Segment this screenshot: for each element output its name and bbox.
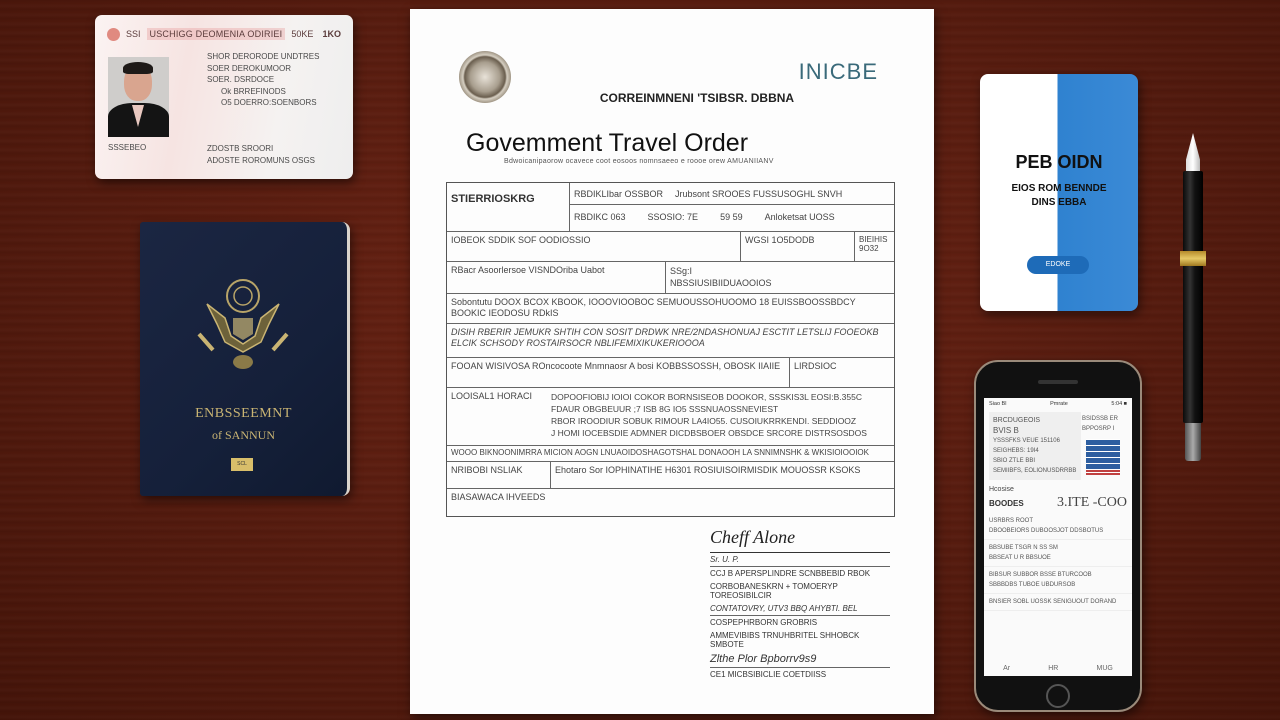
form-field[interactable]: IOBEOK SDDIK SOF OODIOSSIO <box>451 235 591 245</box>
id-photo <box>108 57 169 137</box>
id-bottom-line: ZDOSTB SROORI <box>207 144 274 153</box>
status-bar <box>984 398 1132 410</box>
document-title: Govemment Travel Order <box>466 129 749 157</box>
list-item-title: BNSIER SOBL UOSSK SENIGUOUT DORAND <box>989 599 1117 605</box>
panel-line: BVIS B <box>993 426 1019 435</box>
itinerary-item[interactable]: FDAUR OBGBEUUR ;7 ISB 8G IO5 SSSNUAOSSNEVIEST <box>551 404 779 414</box>
blue-card <box>980 74 1138 311</box>
list-item-sub: DBOOBEIORS DUBOOSJOT DDSBOTUS <box>989 528 1104 534</box>
id-line: O5 DOERRO:SOENBORS <box>221 98 317 107</box>
form-row-9 <box>447 461 894 488</box>
signature-block <box>710 527 890 681</box>
id-seal-icon <box>107 28 120 41</box>
form-row-4 <box>447 293 894 323</box>
passport-chip-icon: SCL <box>231 458 253 471</box>
id-header-title: USCHIGG DEOMENIA ODIRIEI <box>147 28 286 40</box>
form-field[interactable]: WOOO BIKNOONIMRRA MICION AOGN LNUAOIDOSHAGOTSHAL DONAOOH LA SNNIMNSHK & WKISIOIOOIOK <box>451 448 869 457</box>
second-signature[interactable]: Zlthe Plor Bpborrv9s9 <box>710 651 890 668</box>
form-field[interactable]: SSg:I <box>670 266 693 276</box>
id-header-code: 1KO <box>322 29 341 39</box>
amount-value: 3.ITE -COO <box>1057 495 1127 510</box>
passport-title: ENBSSEEMNT <box>195 406 292 421</box>
list-item-title: BBSUBE TSGR N SS SM <box>989 545 1058 551</box>
form-field[interactable]: WGSI 1O5DODB <box>740 232 854 261</box>
side-line: BSIDSSB ER <box>1082 416 1119 422</box>
list-item[interactable] <box>984 567 1132 594</box>
list-item[interactable] <box>984 513 1132 540</box>
panel-line: SEIGHEBS: 19I4 <box>993 448 1039 454</box>
list-item[interactable] <box>984 594 1132 611</box>
side-line: BPPOSRP I <box>1082 426 1115 432</box>
list-item-sub: SBBBDBS TUBOE UBDURSOB <box>989 582 1076 588</box>
form-field[interactable]: BIASAWACA IHVEEDS <box>451 492 546 502</box>
list-item-sub: BBSEAT U R BBSUOE <box>989 555 1051 561</box>
id-bottom-lines <box>207 143 315 167</box>
fountain-pen-icon <box>1180 133 1206 463</box>
id-header-prefix: SSI <box>126 29 141 39</box>
passport <box>140 222 350 496</box>
form-field[interactable]: DISIH RBERIR JEMUKR SHTIH CON SOSIT DRDWK NRE/2NDASHONUAJ ESCTIT LETSLIJ FOOEOKB ELCIK SCHSODY ROSTAIRSOCR NBLIFEMIXIKUKERIOOOA <box>451 327 879 348</box>
card-subtitle-line: EIOS ROM BENNDE <box>1011 183 1107 194</box>
agency-name: CORREINMNENI 'TSIBSR. DBBNA <box>599 91 795 105</box>
flag-icon <box>1086 439 1120 475</box>
id-card <box>95 15 353 179</box>
tab-item[interactable]: HR <box>1048 665 1059 672</box>
id-bottom-line: ADOSTE ROROMUNS OSGS <box>207 156 316 165</box>
tab-bar <box>984 665 1132 672</box>
card-button[interactable]: EDOKE <box>1027 256 1089 274</box>
signature-text: CCJ B APERSPLINDRE SCNBBEBID RBOK <box>710 569 871 578</box>
signature-text: COSPEPHRBORN GROBRIS <box>710 618 818 627</box>
itinerary-item[interactable]: DOPOOFIOBIJ IOIOI COKOR BORNSISEOB DOOKOR, SSSKIS3L EOSI:B.355C <box>551 392 862 402</box>
form-field[interactable]: Jrubsont SROOES FUSSUSOGHL SNVH <box>675 188 843 199</box>
phone-speaker <box>1038 380 1078 384</box>
form-field[interactable]: RBDIKLIbar OSSBOR <box>574 188 664 199</box>
itinerary-item[interactable]: J HOMI IOCEBSDIE ADMNER DICDBSBOER OBSDCE SRCORE DISTRSOSDOS <box>551 428 867 438</box>
card-title: PEB OIDN <box>1015 152 1103 172</box>
form-row-3 <box>447 261 894 293</box>
id-details <box>207 51 319 109</box>
panel-line: SEMIIBFS, EOLIONUSDRRBB <box>993 468 1077 474</box>
form-field[interactable]: BIEIHIS 9O32 <box>854 232 894 261</box>
signature-text: AMMEVIBIBS TRNUHBRITEL SHHOBCK SMBOTE <box>710 631 860 649</box>
form-field[interactable]: SSOSIO: 7E <box>647 211 699 222</box>
list-item[interactable] <box>984 540 1132 567</box>
traveler-label: STIERRIOSKRG <box>451 193 535 205</box>
signature-footer: CE1 MICBSIBICLIE COETDIISS <box>710 670 827 679</box>
form-field[interactable]: RBDIKC 063 <box>574 211 626 222</box>
form-row-itinerary <box>447 387 894 445</box>
tab-item[interactable]: Ar <box>1003 665 1011 672</box>
form-field[interactable]: NBSSIUSIBIIDUAOOIOS <box>670 278 772 288</box>
side-info <box>1082 414 1122 434</box>
travel-order-document <box>410 9 934 714</box>
status-center: Pmrate <box>1050 401 1068 407</box>
id-line: SOER. DSRDOCE <box>207 75 275 84</box>
id-card-header <box>107 25 341 43</box>
form-field[interactable]: Ehotaro Sor IOPHINATIHE H6301 ROSIUISOIRMISDIK MOUOSSR KSOKS <box>550 462 894 488</box>
home-button[interactable] <box>1046 684 1070 708</box>
id-signature-label: SSSEBEO <box>108 143 147 152</box>
form-field[interactable]: Sobontutu DOOX BCOX KBOOK, IOOOVIOOBOC SEMUOUSSOHUOOMO 18 EUISSBOOSSBDCY BOOKIC IEODOSU RDkIS <box>451 297 856 318</box>
form-field[interactable]: LIRDSIOC <box>789 358 894 387</box>
phone-screen <box>984 398 1132 676</box>
form-field[interactable]: NRIBOBI NSLIAK <box>451 465 523 475</box>
amount-label: BOODES <box>989 498 1024 508</box>
form-row-10 <box>447 488 894 516</box>
eagle-emblem-icon <box>195 274 291 374</box>
amount-row <box>984 493 1132 513</box>
signature[interactable]: Cheff Alone <box>710 527 890 553</box>
panel-line: YSSSFKS VEUE 151106 <box>993 438 1060 444</box>
card-subtitle-line: DINS EBBA <box>1031 197 1087 208</box>
form-field[interactable]: RBacr Asoorlersoe VISNDOriba Uabot <box>451 265 605 275</box>
list-item-title: USRBRS ROOT <box>989 518 1034 524</box>
document-logo: INICBE <box>798 59 878 84</box>
tab-item[interactable]: MUG <box>1096 665 1113 672</box>
signature-line: Sr. U. P. <box>710 553 890 567</box>
list-item-title: BIBSUR SUBBOR BSSE BTURCOOB <box>989 572 1092 578</box>
form-row-traveler <box>447 183 894 231</box>
info-panel[interactable] <box>989 412 1081 480</box>
panel-line: BRCDUGEOIS <box>993 417 1041 424</box>
form-field[interactable]: FOOAN WISIVOSA ROncocoote Mnmnaosr A bosi KOBBSSOSSH, OBOSK IIAIIE <box>451 361 781 371</box>
section-label: Hcosise <box>989 486 1014 493</box>
status-left: Siao Bl <box>989 401 1007 407</box>
form-field[interactable]: 59 59 <box>720 211 743 222</box>
id-line: SOER DEROKUMOOR <box>207 63 292 73</box>
form-row-8 <box>447 445 894 461</box>
form-field[interactable]: Anloketsat UOSS <box>764 211 835 222</box>
id-line: Ok BRREFINODS <box>221 86 286 96</box>
card-subtitle <box>980 182 1138 210</box>
form-row-6 <box>447 357 894 387</box>
panel-line: SBIO ZTLE BBI <box>993 458 1036 464</box>
form-row-2 <box>447 231 894 261</box>
id-line: SHOR DERORODE UNDTRES <box>207 52 320 61</box>
document-subtitle: Bdwoicanipaorow ocavece coot eosoos nomnsaeeo e roooe orew AMUANIIANV <box>504 158 774 165</box>
status-right: 5:04 ■ <box>1111 401 1127 407</box>
itinerary-label: LOOISAL1 HORACI <box>451 391 533 401</box>
itinerary-item[interactable]: RBOR IROODIUR SOBUK RIMOUR LA4IO55. CUSOIUKRRKENDI. SEDDIOOZ <box>551 416 857 426</box>
travel-order-form <box>446 182 895 517</box>
passport-subtitle: of SANNUN <box>212 428 275 442</box>
signature-text: CONTATOVRY, UTV3 BBQ AHYBTI. BEL <box>710 602 890 616</box>
id-header-tag: 50KE <box>291 29 314 39</box>
smartphone <box>974 360 1142 712</box>
form-row-5 <box>447 323 894 357</box>
signature-text: CORBOBANESKRN + TOMOERYP TOREOSIBILCIR <box>710 582 838 600</box>
